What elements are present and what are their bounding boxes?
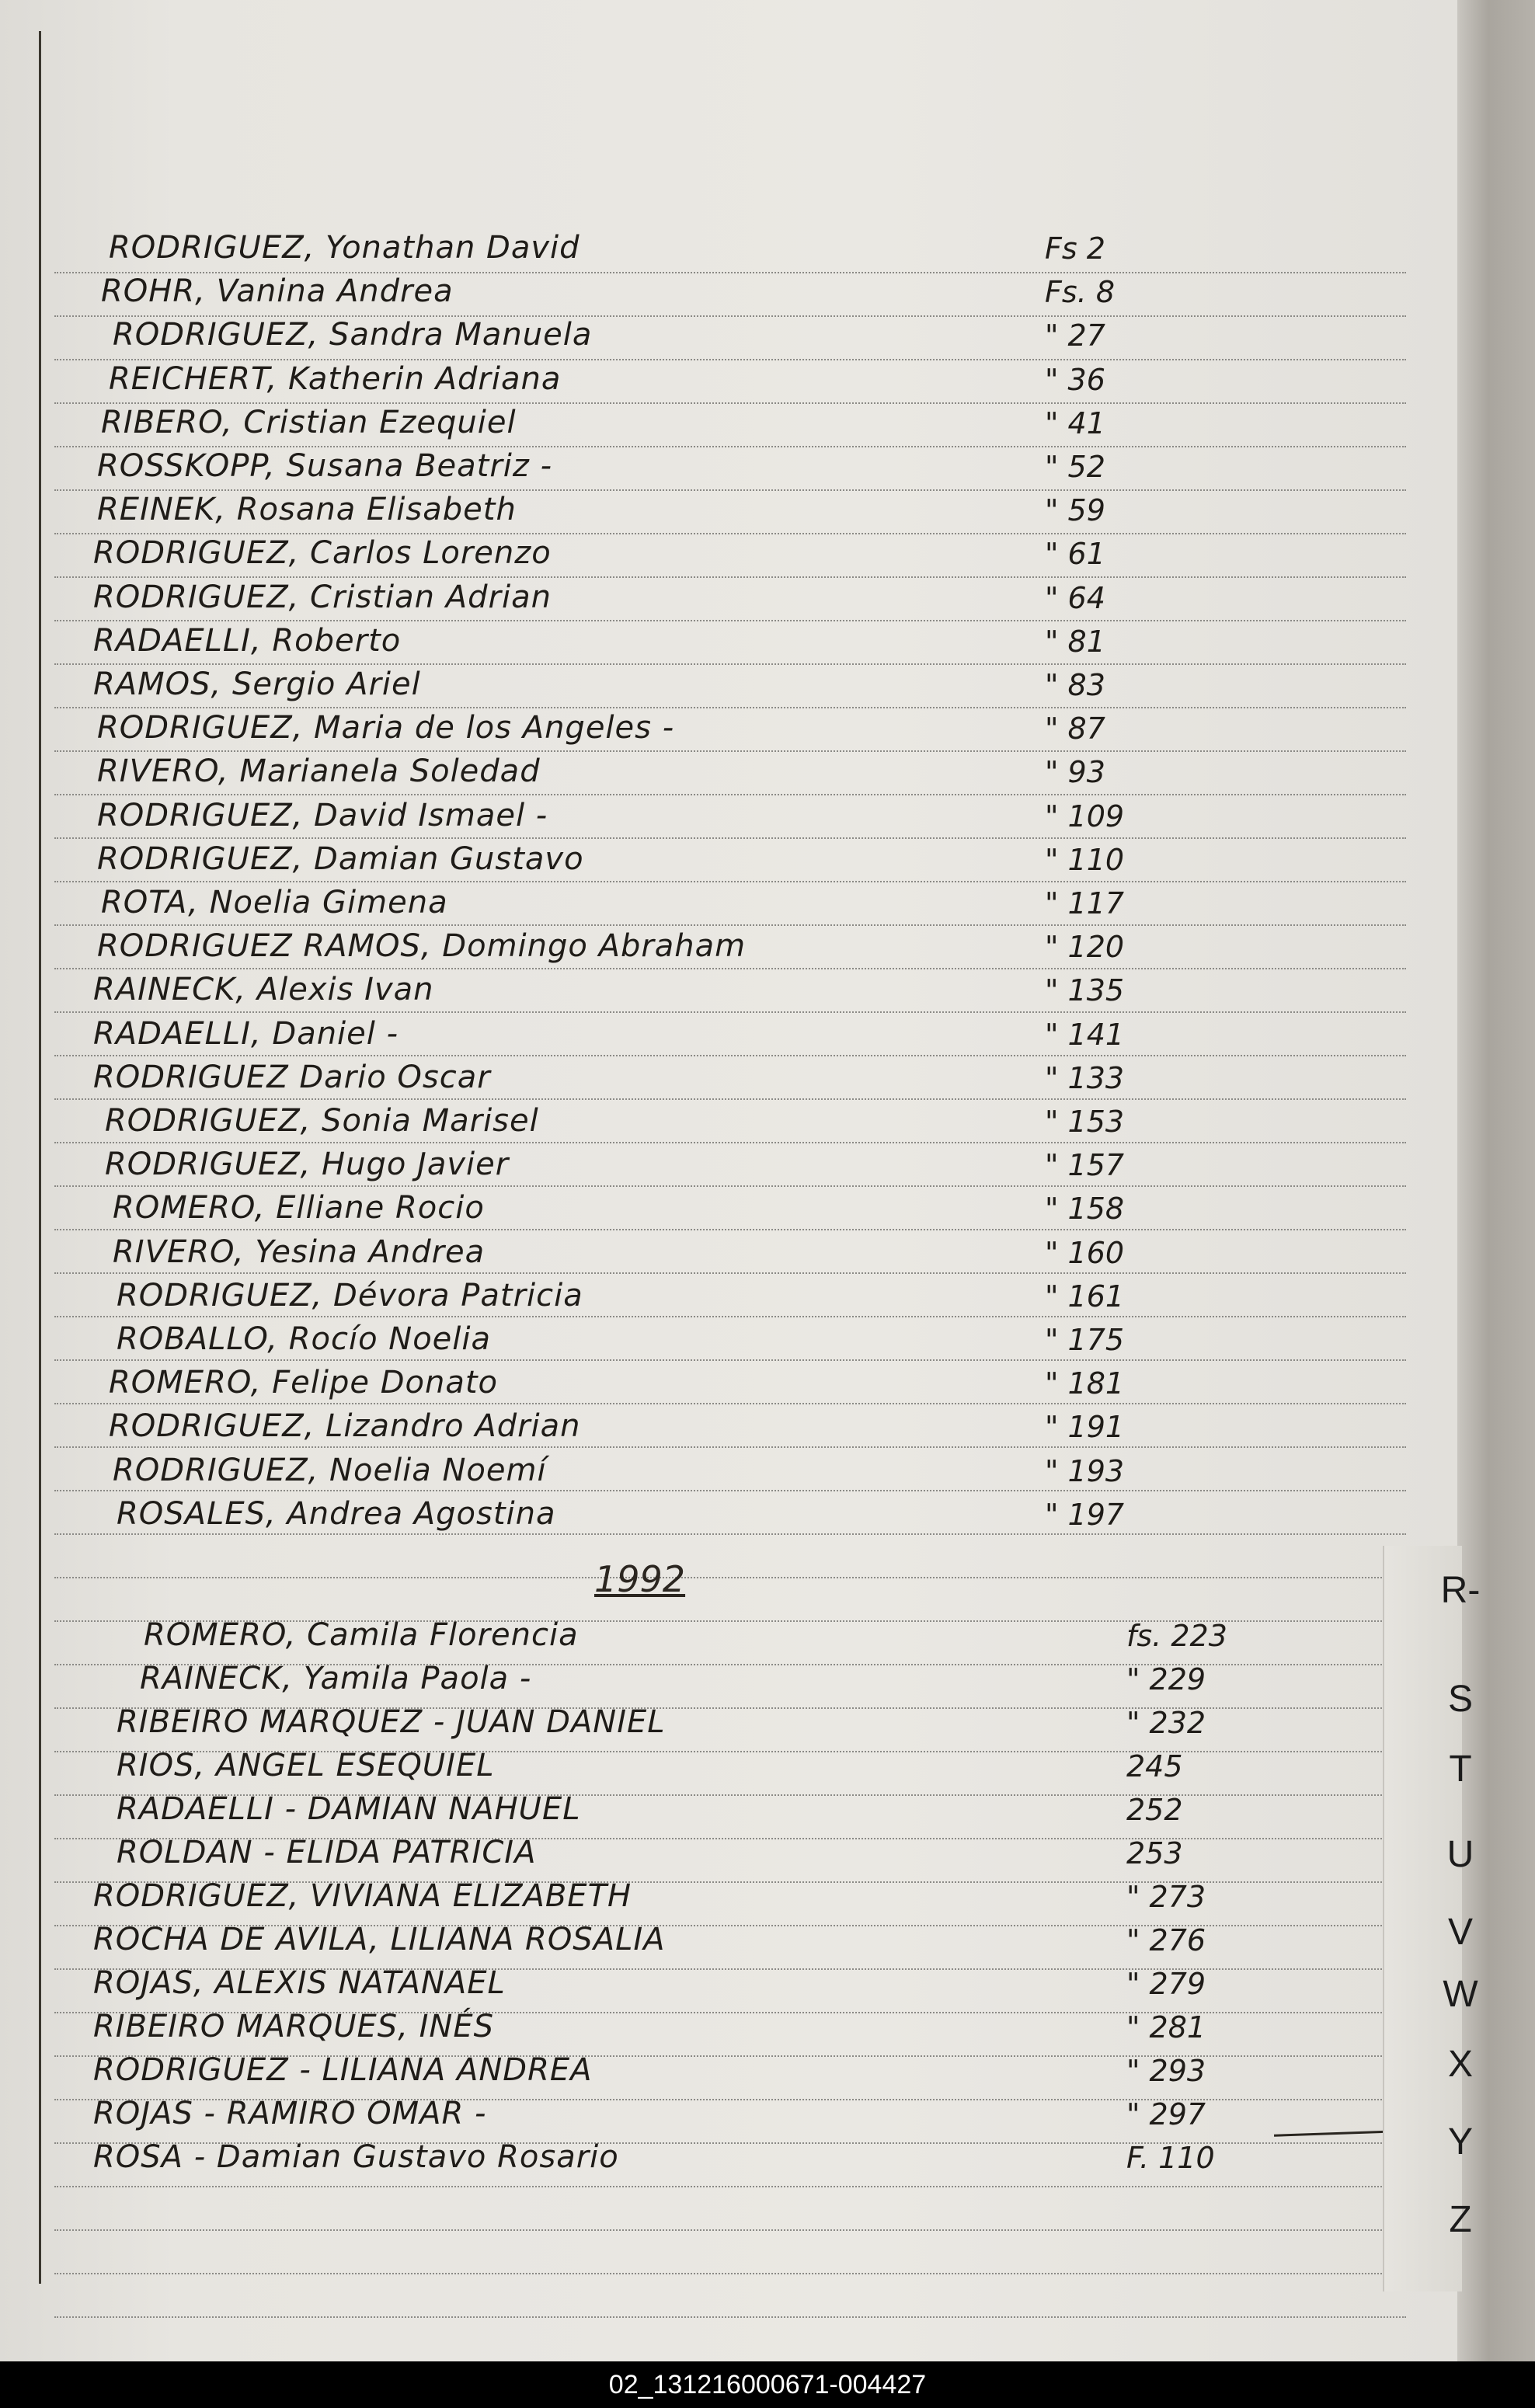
- register-entry: [0, 489, 1398, 529]
- entry-folio: 253: [1126, 1836, 1183, 1870]
- entry-name: RODRIGUEZ, Sonia Marisel: [105, 1103, 539, 1139]
- entry-folio: " 61: [1045, 537, 1105, 572]
- entry-folio: " 161: [1045, 1279, 1125, 1314]
- entry-folio: 245: [1126, 1749, 1183, 1783]
- entry-folio: " 153: [1045, 1105, 1125, 1139]
- entry-folio: " 232: [1126, 1706, 1206, 1740]
- register-entry: [0, 1143, 1398, 1184]
- entry-name: ROCHA DE AVILA, LILIANA ROSALIA: [93, 1922, 666, 1957]
- entry-folio: " 229: [1126, 1662, 1206, 1696]
- index-tab-letter: T: [1449, 1749, 1472, 1790]
- entry-name: REINEK, Rosana Elisabeth: [97, 492, 517, 528]
- entry-name: RIVERO, Marianela Soledad: [97, 753, 541, 790]
- year-heading: 1992: [594, 1558, 686, 1600]
- register-entry: [0, 1056, 1398, 1097]
- register-entry: [0, 1832, 1398, 1872]
- register-entry: [0, 1275, 1398, 1315]
- entry-folio: " 59: [1045, 493, 1105, 528]
- entry-folio: " 181: [1045, 1366, 1125, 1401]
- register-entry: [0, 838, 1398, 879]
- entry-folio: " 141: [1045, 1017, 1125, 1052]
- ruled-line: [54, 1272, 1406, 1274]
- entry-folio: " 297: [1126, 2097, 1206, 2131]
- entry-name: RADAELLI - DAMIAN NAHUEL: [117, 1791, 581, 1827]
- entry-folio: " 52: [1045, 450, 1105, 484]
- register-entry: [0, 1875, 1398, 1916]
- ruled-line: [54, 1316, 1406, 1317]
- entry-folio: " 279: [1126, 1967, 1206, 2001]
- ruled-line: [54, 1490, 1406, 1491]
- register-entry: [0, 1919, 1398, 1959]
- index-tab-letter: X: [1447, 2044, 1473, 2085]
- ruled-line: [54, 1446, 1406, 1448]
- register-entry: [0, 1187, 1398, 1227]
- register-entry: [0, 1318, 1398, 1359]
- entry-name: RIBEIRO MARQUEZ - JUAN DANIEL: [117, 1704, 666, 1740]
- entry-folio: " 276: [1126, 1923, 1206, 1957]
- index-tab-letter: Y: [1447, 2121, 1473, 2163]
- entry-name: RODRIGUEZ, Damian Gustavo: [97, 840, 584, 877]
- register-entry: [0, 2093, 1398, 2133]
- ruled-line: [54, 2273, 1406, 2274]
- entry-folio: " 36: [1045, 362, 1105, 397]
- entry-name: RAINECK, Yamila Paola -: [140, 1661, 532, 1696]
- entry-name: RODRIGUEZ - LILIANA ANDREA: [93, 2052, 593, 2088]
- register-entry: [0, 402, 1398, 442]
- ruled-line: [54, 2186, 1406, 2187]
- entry-folio: " 158: [1045, 1192, 1125, 1227]
- register-entry: [0, 1449, 1398, 1490]
- image-id-footer: 02_131216000671-004427: [0, 2361, 1535, 2408]
- index-tab-letter: V: [1447, 1912, 1473, 1953]
- register-entry: [0, 663, 1398, 704]
- entry-name: ROBALLO, Rocío Noelia: [117, 1321, 492, 1357]
- register-entry: [0, 445, 1398, 485]
- entry-name: RODRIGUEZ, David Ismael -: [97, 797, 548, 833]
- entry-folio: " 87: [1045, 712, 1105, 746]
- entry-name: RODRIGUEZ, Yonathan David: [109, 230, 580, 266]
- entry-folio: " 93: [1045, 755, 1105, 790]
- entry-folio: Fs 2: [1045, 231, 1105, 266]
- register-entry: [0, 2006, 1398, 2046]
- index-tab-letter: S: [1447, 1679, 1473, 1720]
- register-entry: [0, 969, 1398, 1009]
- entry-name: RIBERO, Cristian Ezequiel: [101, 404, 517, 440]
- register-entry: [0, 750, 1398, 791]
- entry-name: RODRIGUEZ, VIVIANA ELIZABETH: [93, 1878, 632, 1914]
- register-entry: [0, 270, 1398, 311]
- entry-folio: " 133: [1045, 1060, 1125, 1095]
- index-tab-letter: Z: [1449, 2199, 1472, 2240]
- register-entry: [0, 532, 1398, 572]
- ruled-line: [54, 1577, 1406, 1578]
- register-entry: [0, 1362, 1398, 1402]
- entry-folio: " 41: [1045, 405, 1105, 440]
- register-entry: [0, 227, 1398, 267]
- register-entry: [0, 1788, 1398, 1829]
- entry-folio: " 191: [1045, 1410, 1125, 1445]
- entry-folio: " 175: [1045, 1323, 1125, 1357]
- entry-name: ROJAS, ALEXIS NATANAEL: [93, 1965, 506, 2001]
- entry-name: RIVERO, Yesina Andrea: [113, 1234, 486, 1270]
- register-entry: [0, 1745, 1398, 1785]
- entry-name: ROJAS - RAMIRO OMAR -: [93, 2096, 487, 2131]
- ruled-line: [54, 1533, 1406, 1535]
- entry-folio: " 117: [1045, 886, 1125, 920]
- entry-name: ROSA - Damian Gustavo Rosario: [93, 2139, 619, 2175]
- entry-folio: " 83: [1045, 668, 1105, 702]
- entry-name: RODRIGUEZ, Carlos Lorenzo: [93, 535, 552, 572]
- entry-folio: " 135: [1045, 973, 1125, 1008]
- register-entry: [0, 314, 1398, 354]
- register-entry: [0, 1962, 1398, 2003]
- entry-name: RAMOS, Sergio Ariel: [93, 666, 421, 702]
- register-entry: [0, 925, 1398, 966]
- entry-name: RODRIGUEZ, Lizandro Adrian: [109, 1408, 581, 1445]
- register-entry: [0, 1614, 1398, 1655]
- entry-folio: " 281: [1126, 2010, 1206, 2044]
- entry-name: REICHERT, Katherin Adriana: [109, 360, 562, 397]
- entry-name: RODRIGUEZ, Hugo Javier: [105, 1147, 510, 1183]
- entry-name: RADAELLI, Roberto: [93, 622, 402, 659]
- entry-folio: " 293: [1126, 2054, 1206, 2088]
- entry-folio: fs. 223: [1126, 1619, 1227, 1653]
- entry-folio: " 64: [1045, 580, 1105, 615]
- entry-name: RAINECK, Alexis Ivan: [93, 972, 434, 1008]
- entry-folio: " 109: [1045, 799, 1125, 833]
- entry-name: RIOS, ANGEL ESEQUIEL: [117, 1748, 495, 1783]
- entry-name: RIBEIRO MARQUES, INÉS: [93, 2009, 494, 2044]
- register-entry: [0, 358, 1398, 398]
- entry-folio: Fs. 8: [1045, 275, 1115, 310]
- entry-folio: 252: [1126, 1793, 1183, 1827]
- entry-name: ROMERO, Felipe Donato: [109, 1365, 498, 1401]
- register-entry: [0, 882, 1398, 922]
- register-entry: [0, 1701, 1398, 1742]
- ruled-line: [54, 2316, 1406, 2318]
- entry-name: RODRIGUEZ, Dévora Patricia: [117, 1277, 583, 1314]
- register-entry: [0, 1231, 1398, 1272]
- entry-folio: " 273: [1126, 1880, 1206, 1914]
- entry-name: RODRIGUEZ, Maria de los Angeles -: [97, 710, 675, 746]
- entry-name: RODRIGUEZ Dario Oscar: [93, 1059, 491, 1095]
- entry-name: ROSALES, Andrea Agostina: [117, 1495, 556, 1532]
- entry-folio: " 81: [1045, 624, 1105, 659]
- entry-name: RODRIGUEZ, Noelia Noemí: [113, 1452, 547, 1488]
- entry-name: RODRIGUEZ RAMOS, Domingo Abraham: [97, 928, 747, 965]
- entry-name: RODRIGUEZ, Cristian Adrian: [93, 579, 552, 615]
- entry-folio: " 193: [1045, 1453, 1125, 1488]
- register-entry: [0, 707, 1398, 747]
- entry-name: RADAELLI, Daniel -: [93, 1015, 399, 1052]
- entry-folio: " 27: [1045, 318, 1105, 353]
- register-entry: [0, 1658, 1398, 1698]
- register-entry: [0, 2136, 1398, 2177]
- index-tab-letter: W: [1443, 1974, 1478, 2015]
- ruled-line: [54, 1359, 1406, 1361]
- entry-name: ROLDAN - ELIDA PATRICIA: [117, 1835, 537, 1870]
- entry-folio: " 160: [1045, 1235, 1125, 1270]
- entry-name: ROMERO, Elliane Rocio: [113, 1190, 485, 1227]
- entry-name: ROHR, Vanina Andrea: [101, 273, 454, 310]
- entry-name: ROTA, Noelia Gimena: [101, 885, 448, 920]
- ruled-line: [54, 2229, 1406, 2231]
- register-entry: [0, 1405, 1398, 1446]
- index-tab-letter: U: [1446, 1834, 1474, 1875]
- entry-folio: " 120: [1045, 930, 1125, 965]
- ruled-line: [54, 1403, 1406, 1404]
- register-entry: [0, 620, 1398, 660]
- entry-name: ROMERO, Camila Florencia: [144, 1617, 579, 1653]
- register-entry: [0, 576, 1398, 617]
- entry-name: ROSSKOPP, Susana Beatriz -: [97, 448, 553, 484]
- entry-folio: F. 110: [1126, 2141, 1215, 2175]
- register-entry: [0, 1493, 1398, 1533]
- entry-name: RODRIGUEZ, Sandra Manuela: [113, 317, 593, 353]
- register-entry: [0, 2049, 1398, 2090]
- register-entry: [0, 1013, 1398, 1053]
- register-entry: [0, 795, 1398, 835]
- entry-folio: " 110: [1045, 842, 1125, 877]
- entry-folio: " 197: [1045, 1497, 1125, 1532]
- index-tab-letter: R-: [1440, 1570, 1481, 1611]
- entry-folio: " 157: [1045, 1148, 1125, 1183]
- register-entry: [0, 1100, 1398, 1140]
